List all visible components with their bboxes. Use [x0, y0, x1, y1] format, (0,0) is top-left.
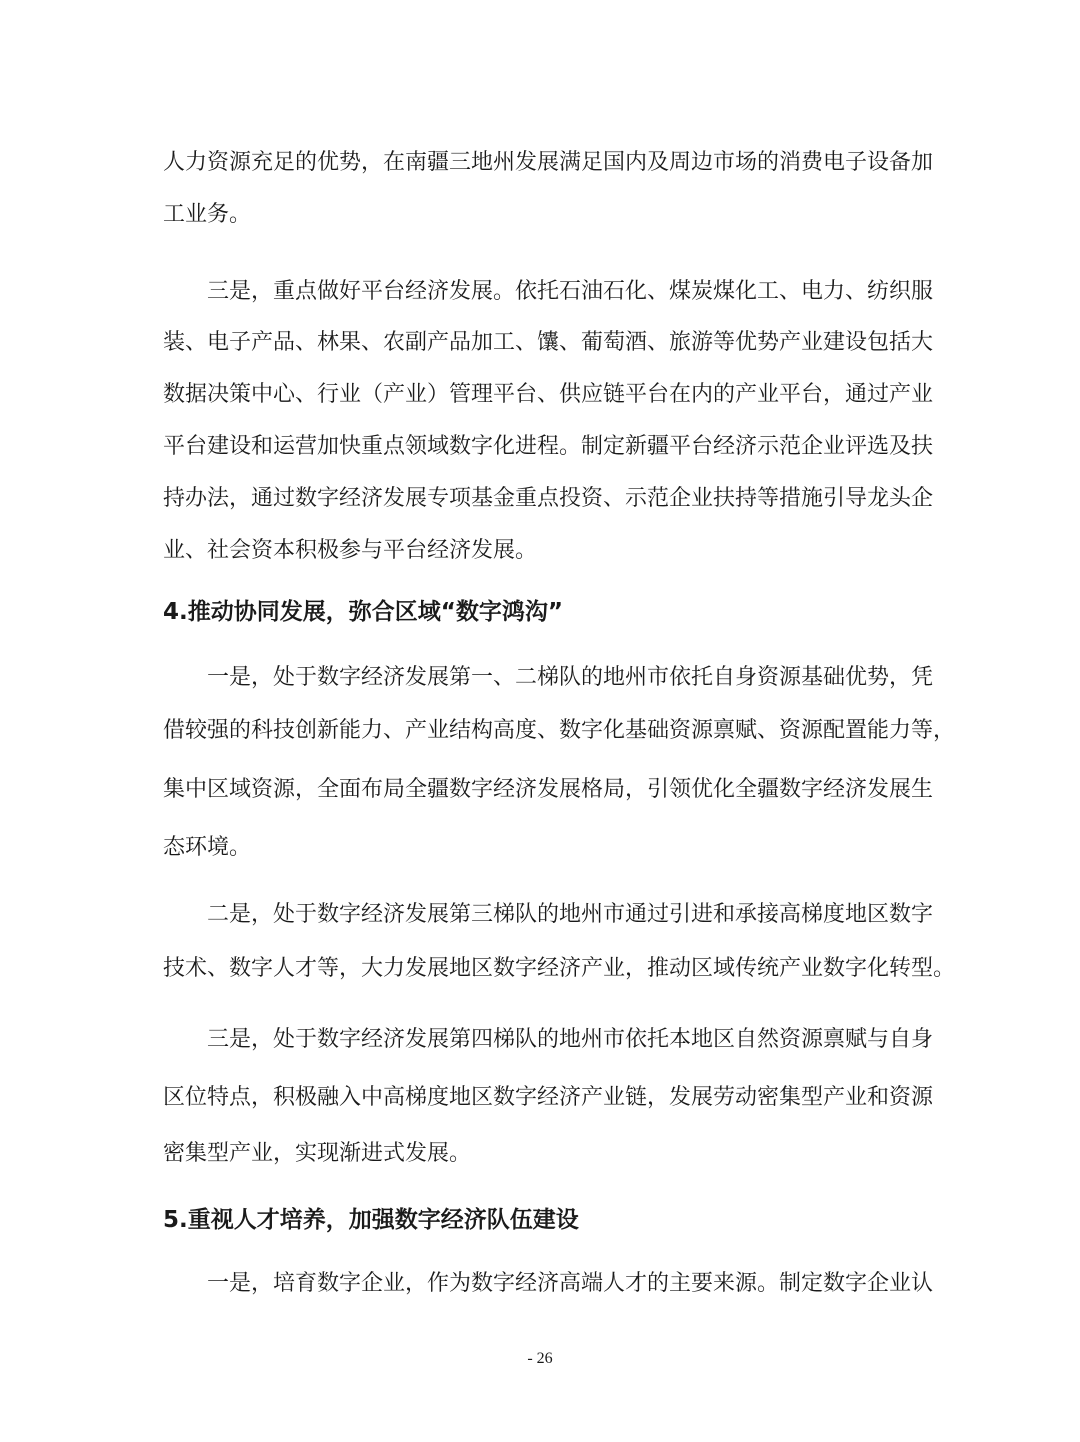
section-heading-4: 4.推动协同发展，弥合区域“数字鸿沟” [163, 599, 563, 625]
paragraph-line: 一是，培育数字企业，作为数字经济高端人才的主要来源。制定数字企业认 [207, 1271, 934, 1296]
page-number: - 26 [527, 1350, 553, 1367]
paragraph-line: 密集型产业，实现渐进式发展。 [163, 1141, 472, 1166]
paragraph-line: 借较强的科技创新能力、产业结构高度、数字化基础资源禀赋、资源配置能力等， [163, 718, 956, 743]
paragraph-line: 业、社会资本积极参与平台经济发展。 [163, 538, 538, 563]
paragraph-line: 二是，处于数字经济发展第三梯队的地州市通过引进和承接高梯度地区数字 [207, 902, 934, 927]
paragraph-line: 持办法，通过数字经济发展专项基金重点投资、示范企业扶持等措施引导龙头企 [163, 486, 934, 511]
paragraph-line: 装、电子产品、林果、农副产品加工、馕、葡萄酒、旅游等优势产业建设包括大 [163, 330, 934, 355]
paragraph-line: 技术、数字人才等，大力发展地区数字经济产业，推动区域传统产业数字化转型。 [163, 956, 956, 981]
paragraph-line: 一是，处于数字经济发展第一、二梯队的地州市依托自身资源基础优势，凭 [207, 665, 934, 690]
section-heading-5: 5.重视人才培养，加强数字经济队伍建设 [163, 1207, 579, 1233]
paragraph-line: 平台建设和运营加快重点领域数字化进程。制定新疆平台经济示范企业评选及扶 [163, 434, 934, 459]
paragraph-line: 集中区域资源，全面布局全疆数字经济发展格局，引领优化全疆数字经济发展生 [163, 777, 934, 802]
paragraph-line: 数据决策中心、行业（产业）管理平台、供应链平台在内的产业平台，通过产业 [163, 382, 934, 407]
paragraph-line: 人力资源充足的优势，在南疆三地州发展满足国内及周边市场的消费电子设备加 [163, 150, 934, 175]
paragraph-line: 三是，重点做好平台经济发展。依托石油石化、煤炭煤化工、电力、纺织服 [207, 279, 934, 304]
paragraph-line: 三是，处于数字经济发展第四梯队的地州市依托本地区自然资源禀赋与自身 [207, 1027, 934, 1052]
paragraph-line: 区位特点，积极融入中高梯度地区数字经济产业链，发展劳动密集型产业和资源 [163, 1085, 934, 1110]
paragraph-line: 态环境。 [163, 835, 252, 860]
paragraph-line: 工业务。 [163, 202, 252, 227]
